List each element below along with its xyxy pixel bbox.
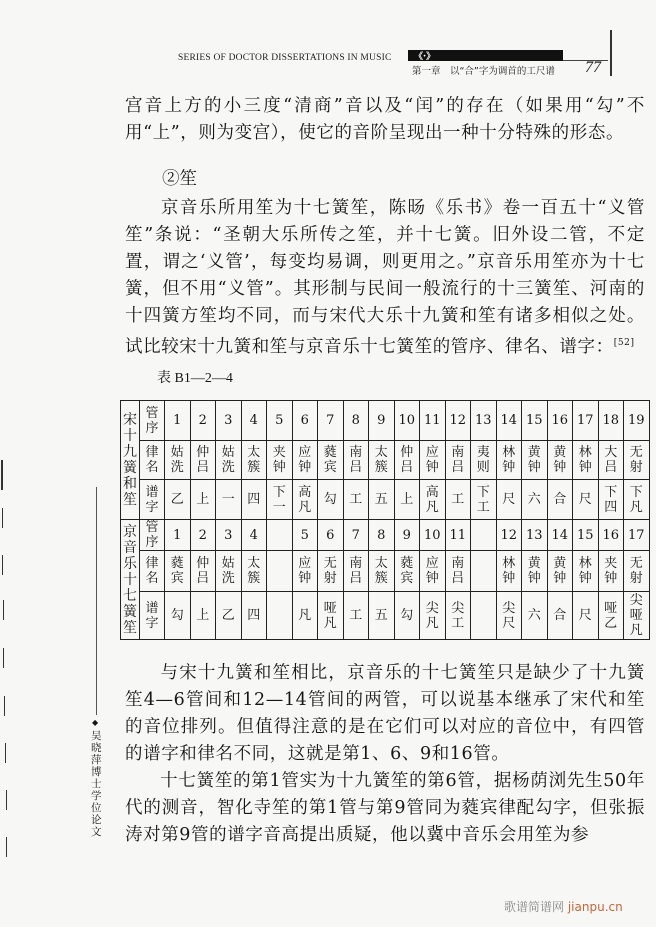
table-cell (369, 441, 395, 480)
table-cell (318, 592, 344, 640)
table-cell (547, 441, 573, 480)
paragraph-1: 宫音上方的小三度“清商”音以及“闰”的存在（如果用“勾”不用“上”，则为变宫），使它的音阶呈现出一种十分特殊的形态。 (125, 96, 645, 143)
cell-text: 14 (500, 413, 518, 428)
cell-text: 太簇 (247, 445, 261, 475)
table-cell (241, 480, 267, 520)
song-row-label (140, 401, 165, 441)
table-cell (420, 480, 446, 520)
song-row-puzi (121, 480, 650, 520)
table-cell (394, 592, 420, 640)
table-cell (241, 520, 267, 551)
cell-text: 蕤宾 (323, 445, 337, 475)
cell-text: 3 (224, 413, 233, 428)
cell-text: 姑洗 (221, 445, 235, 475)
header-vertical-rule (610, 30, 612, 76)
cell-text: 无射 (629, 445, 643, 475)
table-cell (624, 520, 650, 551)
jing-row-label (140, 520, 165, 551)
cell-text: 尖哑凡 (629, 593, 643, 638)
cell-text: 下凡 (629, 484, 643, 515)
cell-text: 工 (349, 608, 363, 623)
paragraph-4-text: 十七簧笙的第1管实为十九簧笙的第6管，据杨荫浏先生50年代的测音，智化寺笙的第1管与第9管同为蕤宾律配勾字，但张振涛对第9管的谱字音高提出质疑，他以冀中音乐会用笙为参 (125, 771, 645, 845)
table-cell (190, 520, 216, 551)
row-label-text: 谱字 (145, 600, 159, 631)
jing-row-label (140, 592, 165, 640)
cell-text: 夹钟 (604, 556, 618, 586)
watermark-domain[interactable]: jianpu.cn (567, 900, 623, 914)
table-cell (522, 520, 548, 551)
table-cell (598, 520, 624, 551)
cell-text: 勾 (170, 608, 184, 623)
cell-text: 姑洗 (221, 556, 235, 586)
paragraph-4 (125, 768, 645, 849)
table-cell (522, 551, 548, 592)
cell-text: 18 (602, 413, 620, 428)
cell-text: 尺 (502, 492, 516, 507)
table-cell (216, 480, 242, 520)
cell-text: 1 (173, 413, 182, 428)
cell-text: 合 (553, 608, 567, 623)
jing-row-label (140, 551, 165, 592)
cell-text: 黄钟 (553, 445, 567, 475)
table-cell (190, 401, 216, 441)
cell-text: 黄钟 (553, 556, 567, 586)
table-cell (216, 441, 242, 480)
table-cell (369, 520, 395, 551)
table-cell (522, 592, 548, 640)
cell-text: 仲吕 (196, 445, 210, 475)
cell-text: 乙 (170, 492, 184, 507)
header-black-bar (408, 50, 563, 61)
table-cell (190, 592, 216, 640)
table-cell (165, 401, 191, 441)
cell-text: 尺 (578, 492, 592, 507)
table-cell (369, 480, 395, 520)
cell-text: 尖尺 (502, 600, 516, 631)
table-cell (445, 441, 471, 480)
cell-text: 尖凡 (425, 600, 439, 631)
table-cell (369, 401, 395, 441)
cell-text: 7 (351, 527, 360, 543)
table-cell (267, 551, 293, 592)
cell-text: 12 (449, 413, 467, 428)
cell-text: 工 (349, 492, 363, 507)
table-cell (241, 401, 267, 441)
table-cell (496, 480, 522, 520)
cell-text: 哑凡 (323, 600, 337, 631)
table-cell (343, 551, 369, 592)
table-cell (267, 520, 293, 551)
table-cell (318, 551, 344, 592)
table-cell (573, 401, 599, 441)
paragraph-2-text: 京音乐所用笙为十七簧笙，陈旸《乐书》卷一百五十“义管笙”条说：“圣朝大乐所传之笙，并十七簧。旧外设二管，不定置，谓之‘义管’，每变均易调，则更用之。”京音乐用笙亦为十七簧，但不用“义管”。其形制与民间一般流行的十三簧笙、河南的十四簧方笙均不同，而与宋代大乐十九簧和笙有诸多相似之处。试比较宋十九簧和笙与京音乐十七簧笙的管序、律名、谱字： (125, 198, 645, 357)
table-cell (471, 592, 497, 640)
table-cell (573, 592, 599, 640)
diamond-bullet-icon: ◆ (92, 718, 99, 727)
cell-text: 15 (525, 413, 543, 428)
table-cell (216, 520, 242, 551)
cell-text: 上 (196, 492, 210, 507)
author-dissertation-label: 吴晓萍博士学位论文 (91, 730, 102, 838)
page-number: 77 (585, 59, 601, 76)
cell-text: 应钟 (425, 556, 439, 586)
table-cell (624, 480, 650, 520)
table-cell (267, 401, 293, 441)
table-cell (190, 551, 216, 592)
table-caption: 表 B1—2—4 (157, 371, 233, 386)
table-cell (343, 480, 369, 520)
row-label-text: 律名 (145, 556, 159, 586)
table-cell (394, 551, 420, 592)
table-cell (241, 551, 267, 592)
cell-text: 尺 (578, 608, 592, 623)
table-cell (445, 401, 471, 441)
table-cell (598, 592, 624, 640)
cell-text: 凡 (298, 608, 312, 623)
table-cell (547, 480, 573, 520)
table-cell (573, 441, 599, 480)
cell-text: 勾 (400, 608, 414, 623)
cell-text: 高凡 (425, 484, 439, 515)
table-cell (624, 551, 650, 592)
sheng-comparison-table (120, 400, 650, 640)
table-cell (547, 551, 573, 592)
table-cell (165, 551, 191, 592)
table-cell (190, 441, 216, 480)
cell-text: 8 (351, 413, 360, 428)
cell-text: 南吕 (349, 556, 363, 586)
cell-text: 13 (474, 413, 492, 428)
cell-text: 无射 (629, 556, 643, 586)
song-row-order (121, 401, 650, 441)
cell-text: 应钟 (425, 445, 439, 475)
table-cell (216, 592, 242, 640)
cell-text: 9 (402, 527, 411, 543)
table-cell (190, 480, 216, 520)
table-cell (343, 441, 369, 480)
cell-text: 勾 (323, 492, 337, 507)
cell-text: 六 (527, 608, 541, 623)
table-cell (471, 520, 497, 551)
jing-row-lvming (121, 551, 650, 592)
table-cell (445, 551, 471, 592)
table-cell (292, 441, 318, 480)
table-cell (471, 551, 497, 592)
cell-text: 2 (198, 413, 207, 428)
cell-text: 太簇 (374, 556, 388, 586)
table-cell (343, 520, 369, 551)
table-cell (292, 592, 318, 640)
table-cell (216, 401, 242, 441)
cell-text: 15 (576, 527, 594, 543)
cell-text: 黄钟 (527, 556, 541, 586)
table-cell (318, 520, 344, 551)
cell-text: 太簇 (374, 445, 388, 475)
table-cell (165, 592, 191, 640)
table-cell (522, 480, 548, 520)
footnote-ref[interactable]: [52] (613, 338, 635, 348)
table-cell (394, 441, 420, 480)
cell-text: 11 (449, 527, 467, 543)
cell-text: 蕤宾 (170, 556, 184, 586)
table-cell (420, 441, 446, 480)
cell-text: 一 (221, 492, 235, 507)
table-cell (420, 401, 446, 441)
table-cell (573, 480, 599, 520)
table-cell (241, 592, 267, 640)
table-cell (318, 441, 344, 480)
cell-text: 8 (377, 527, 386, 543)
cell-text: 下一 (272, 484, 286, 515)
cell-text: 16 (551, 413, 569, 428)
table-cell (496, 520, 522, 551)
cell-text: 林钟 (578, 556, 592, 586)
song-group-label-text: 宋十九簧和笙 (123, 412, 137, 508)
cell-text: 11 (423, 413, 441, 428)
cell-text: 上 (400, 492, 414, 507)
table-cell (165, 441, 191, 480)
table-cell (292, 551, 318, 592)
table-cell (394, 520, 420, 551)
table-cell (573, 520, 599, 551)
cell-text: 四 (247, 608, 261, 623)
paragraph-2 (125, 195, 645, 361)
table-cell (420, 592, 446, 640)
cell-text: 9 (377, 413, 386, 428)
cell-text: 5 (275, 413, 284, 428)
chapter-title: 第一章 以“合”字为调首的工尺谱 (412, 66, 555, 77)
table-cell (624, 592, 650, 640)
paragraph-3-text: 与宋十九簧和笙相比，京音乐的十七簧笙只是缺少了十九簧笙4—6管间和12—14管间的两管，可以说基本继承了宋代和笙的音位排列。但值得注意的是在它们可以对应的音位中，有四管的谱字和律名不同，这就是第1、6、9和16管。 (125, 663, 645, 764)
table-cell (624, 401, 650, 441)
cell-text: 南吕 (349, 445, 363, 475)
table-cell (292, 401, 318, 441)
cell-text: 13 (525, 527, 543, 543)
table-cell (522, 441, 548, 480)
table-cell (598, 480, 624, 520)
row-label-text: 管序 (145, 405, 159, 436)
series-logo-icon: 《·》 (414, 52, 436, 62)
cell-text: 下工 (476, 484, 490, 515)
table-cell (445, 520, 471, 551)
cell-text: 17 (576, 413, 594, 428)
table-cell (598, 551, 624, 592)
cell-text: 黄钟 (527, 445, 541, 475)
table-cell (343, 401, 369, 441)
paragraph-3 (125, 660, 645, 768)
cell-text: 5 (300, 527, 309, 543)
cell-text: 10 (398, 413, 416, 428)
cell-text: 2 (198, 527, 207, 543)
cell-text: 4 (249, 527, 258, 543)
table-cell (318, 480, 344, 520)
table-cell (547, 592, 573, 640)
cell-text: 仲吕 (196, 556, 210, 586)
cell-text: 14 (551, 527, 569, 543)
song-row-label (140, 480, 165, 520)
table-cell (547, 520, 573, 551)
table-cell (522, 401, 548, 441)
table-cell (267, 441, 293, 480)
cell-text: 高凡 (298, 484, 312, 515)
table-cell (216, 551, 242, 592)
cell-text: 哑乙 (604, 600, 618, 631)
series-title: SERIES OF DOCTOR DISSERTATIONS IN MUSIC (178, 53, 392, 63)
table-cell (471, 401, 497, 441)
song-row-lvming (121, 441, 650, 480)
cell-text: 蕤宾 (400, 556, 414, 586)
row-label-text: 律名 (145, 445, 159, 475)
table-cell (471, 480, 497, 520)
table-cell (292, 480, 318, 520)
jing-row-puzi (121, 592, 650, 640)
cell-text: 17 (627, 527, 645, 543)
cell-text: 3 (224, 527, 233, 543)
table-cell (573, 551, 599, 592)
cell-text: 7 (326, 413, 335, 428)
cell-text: 12 (500, 527, 518, 543)
table-cell (496, 401, 522, 441)
table-cell (496, 551, 522, 592)
jing-group-label (121, 520, 140, 640)
cell-text: 尖工 (451, 600, 465, 631)
row-label-text: 谱字 (145, 484, 159, 515)
cell-text: 南吕 (451, 556, 465, 586)
jing-group-label-text: 京音乐十七簧笙 (123, 523, 137, 636)
cell-text: 林钟 (502, 556, 516, 586)
table-cell (394, 480, 420, 520)
cell-text: 工 (451, 492, 465, 507)
cell-text: 南吕 (451, 445, 465, 475)
cell-text: 6 (300, 413, 309, 428)
table-cell (598, 401, 624, 441)
table-cell (241, 441, 267, 480)
row-label-text: 管序 (145, 520, 159, 550)
cell-text: 林钟 (502, 445, 516, 475)
cell-text: 应钟 (298, 445, 312, 475)
table-cell (445, 480, 471, 520)
cell-text: 夹钟 (272, 445, 286, 475)
table-cell (267, 480, 293, 520)
song-row-label (140, 441, 165, 480)
cell-text: 6 (326, 527, 335, 543)
cell-text: 五 (374, 492, 388, 507)
song-group-label (121, 401, 140, 520)
cell-text: 太簇 (247, 556, 261, 586)
cell-text: 下四 (604, 484, 618, 515)
table-cell (445, 592, 471, 640)
cell-text: 林钟 (578, 445, 592, 475)
table-cell (318, 401, 344, 441)
watermark (504, 898, 623, 915)
cell-text: 六 (527, 492, 541, 507)
cell-text: 19 (627, 413, 645, 428)
cell-text: 四 (247, 492, 261, 507)
cell-text: 姑洗 (170, 445, 184, 475)
cell-text: 夷则 (476, 445, 490, 475)
table-cell (369, 551, 395, 592)
cell-text: 五 (374, 608, 388, 623)
cell-text: 4 (249, 413, 258, 428)
cell-text: 10 (423, 527, 441, 543)
cell-text: 仲吕 (400, 445, 414, 475)
table-cell (165, 480, 191, 520)
table-cell (496, 441, 522, 480)
section-heading: ②笙 (162, 169, 197, 189)
cell-text: 大吕 (604, 445, 618, 475)
table-cell (292, 520, 318, 551)
table-cell (343, 592, 369, 640)
margin-rule (96, 487, 97, 715)
table-cell (165, 520, 191, 551)
table-cell (598, 441, 624, 480)
table-cell (547, 401, 573, 441)
table-cell (420, 551, 446, 592)
jing-row-order (121, 520, 650, 551)
cell-text: 上 (196, 608, 210, 623)
cell-text: 16 (602, 527, 620, 543)
watermark-site-name: 歌谱简谱网 (504, 900, 565, 914)
table-cell (624, 441, 650, 480)
cell-text: 乙 (221, 608, 235, 623)
cell-text: 1 (173, 527, 182, 543)
table-cell (369, 592, 395, 640)
table-cell (394, 401, 420, 441)
cell-text: 应钟 (298, 556, 312, 586)
table-cell (420, 520, 446, 551)
table-cell (471, 441, 497, 480)
cell-text: 无射 (323, 556, 337, 586)
cell-text: 合 (553, 492, 567, 507)
table-cell (267, 592, 293, 640)
table-cell (496, 592, 522, 640)
